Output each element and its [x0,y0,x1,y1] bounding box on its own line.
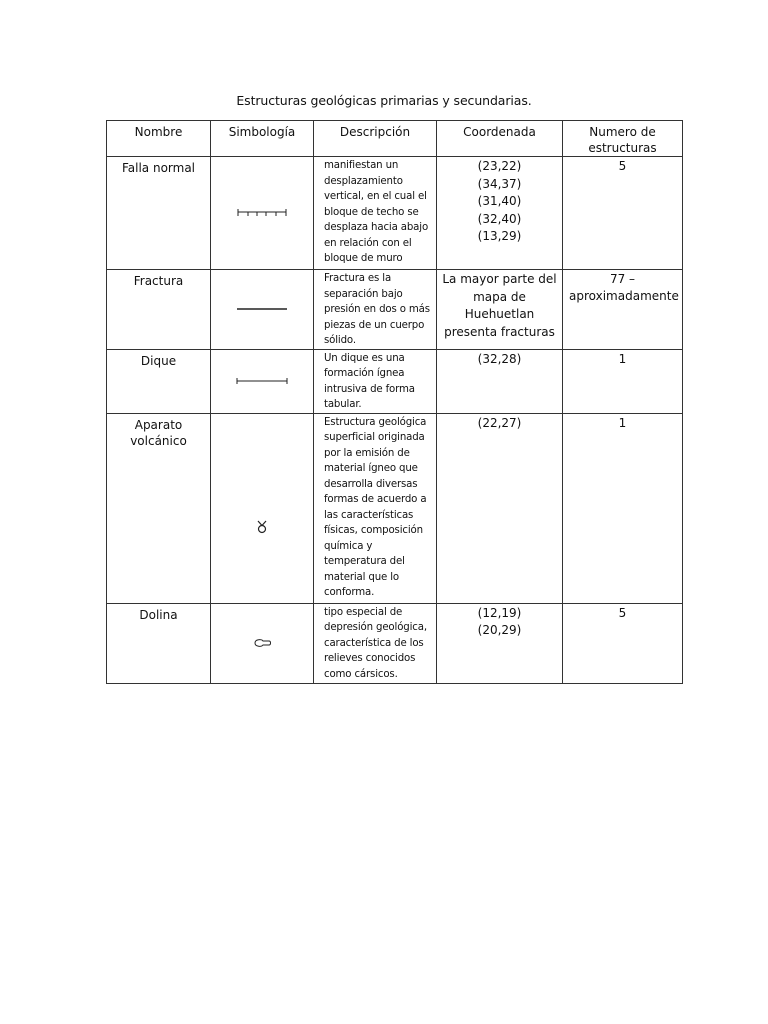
row-count: 1 [563,413,683,603]
row-coordinates [437,270,563,350]
coordinate-value: (13,29) [477,229,522,243]
table-row [107,270,683,350]
coordinate-value: (12,19) [477,605,522,620]
sinkhole-icon [252,638,272,648]
row-count: 1 [563,349,683,413]
row-coordinates [437,603,563,683]
dike-icon [236,377,288,385]
coordinate-value: (32,40) [477,211,522,226]
symbol-cell [211,270,314,350]
normal-fault-icon [236,208,288,218]
table-row [107,157,683,270]
row-name: Dique [107,349,211,413]
fracture-line-icon [236,306,288,312]
row-name: Fractura [107,270,211,350]
header-numero: Numero de estructuras [563,121,683,157]
coordinate-value: La mayor parte del mapa de Huehuetlan presenta fracturas [442,272,557,339]
coordinate-value: (20,29) [477,623,522,637]
symbol-cell [211,157,314,270]
row-count: 5 [563,157,683,270]
row-description: tipo especial de depresión geológica, característica de los relieves conocidos como cársicos. [314,603,437,683]
row-name: Falla normal [107,157,211,270]
table-row [107,413,683,603]
symbol-cell [211,349,314,413]
header-descripcion: Descripción [314,121,437,157]
row-description: manifiestan un desplazamiento vertical, en el cual el bloque de techo se desplaza hacia abajo en relación con el bloque de muro [314,157,437,270]
header-coordenada: Coordenada [437,121,563,157]
row-description: Fractura es la separación bajo presión en dos o más piezas de un cuerpo sólido. [314,270,437,350]
row-coordinates [437,413,563,603]
symbol-cell [211,603,314,683]
structures-table [106,120,683,684]
row-coordinates [437,349,563,413]
coordinate-value: (31,40) [477,194,522,208]
document-title: Estructuras geológicas primarias y secundarias. [236,93,532,108]
row-description: Estructura geológica superficial originada por la emisión de material ígneo que desarrolla diversas formas de acuerdo a las características físicas, composición química y temperatura del material que lo conforma. [314,413,437,603]
row-count: 5 [563,603,683,683]
table-row [107,349,683,413]
header-simbologia: Simbología [211,121,314,157]
row-name: Dolina [107,603,211,683]
header-nombre: Nombre [107,121,211,157]
row-name: Aparato volcánico [107,413,211,603]
table-row [107,603,683,683]
symbol-cell [211,413,314,603]
row-coordinates [437,157,563,270]
header-row [107,121,683,157]
volcano-icon [256,520,268,534]
coordinate-value: (32,28) [477,351,522,366]
row-description: Un dique es una formación ígnea intrusiva de forma tabular. [314,349,437,413]
coordinate-value: (34,37) [477,176,522,191]
coordinate-value: (23,22) [477,159,522,173]
coordinate-value: (22,27) [477,415,522,430]
row-count: 77 – aproximadamente [563,270,683,350]
